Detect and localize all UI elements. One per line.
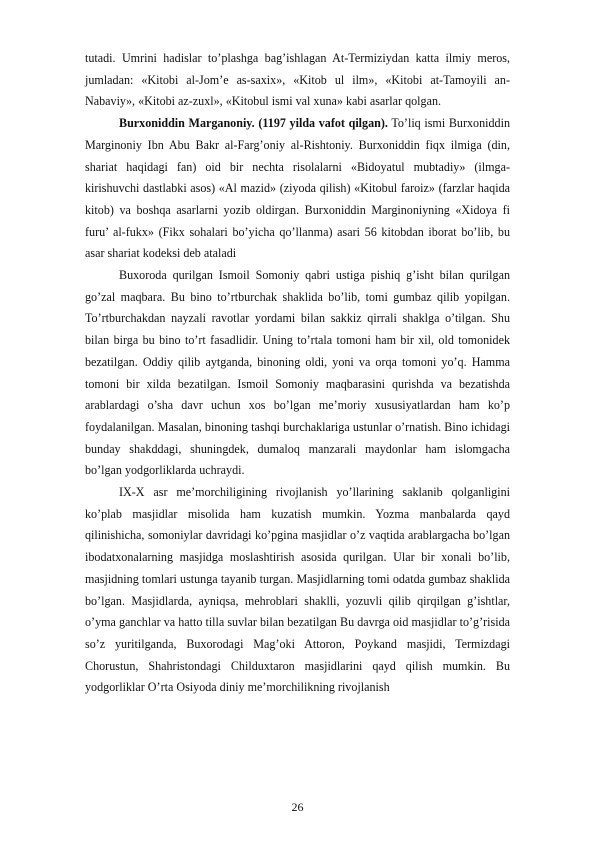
document-body [85,48,510,699]
paragraph-text: IX-X asr me’morchiligining rivojlanish yo’llarining saklanib qolganligini ko’plab masjidlar misolida ham kuzatish mumkin. Yozma manbalarda qayd qilinishicha, somoniylar davridagi ko’pgina masjidlar o’z vaqtida arablargacha bo’lgan ibodatxonalarning masjidga moslashtirish asosida qurilgan. Ular bir xonali bo’lib, masjidning tomlari ustunga tayanib turgan. Masjidlarning tomi odatda gumbaz shaklida bo’lgan. Masjidlarda, ayniqsa, mehroblari shaklli, yozuvli qilib qirqilgan g’ishtlar, o’yma ganchlar va hatto tilla suvlar bilan bezatilgan Bu davrga oid masjidlar to’g’risida so’z yuritilganda, Buxorodagi Mag’oki Attoron, Poykand masjidi, Termizdagi Chorustun, Shahristondagi Childuxtaron masjidlarini qayd qilish mumkin. Bu yodgorliklar O’rta Osiyoda diniy me’morchilikning rivojlanish [85,485,510,695]
paragraph-mosques [85,482,510,699]
paragraph-heading: Burxoniddin Marganoniy. (1197 yilda vafot qilgan). [119,116,388,131]
page-number: 26 [291,800,304,814]
paragraph-text: Buxoroda qurilgan Ismoil Somoniy qabri ustiga pishiq g’isht bilan qurilgan go’zal maqbara. Bu bino to’rtburchak shaklida bo’lib, tomi gumbaz qilib yopilgan. To’rtburchakdan nayzali ravotlar yordami bilan sakkiz qirrali shaklga o’tilgan. Shu bilan birga bu bino to’rt fasadlidir. Uning to’rtala tomoni ham bir xil, old tomonidek bezatilgan. Oddiy qilib aytganda, binoning oldi, yoni va orqa tomoni yo’q. Hamma tomoni bir xilda bezatilgan. Ismoil Somoniy maqbarasini qurishda va bezatishda arablardagi o’sha davr uchun xos bo’lgan me’moriy xususiyatlardan ham ko’p foydalanilgan. Masalan, binoning tashqi burchaklariga ustunlar o’rnatish. Bino ichidagi bunday shakddagi, shuningdek, dumaloq manzarali maydonlar ham islomgacha bo’lgan yodgorliklarda uchraydi. [85,268,510,478]
paragraph-continuation [85,48,510,113]
paragraph-text: tutadi. Umrini hadislar to’plashga bag’ishlagan At-Termiziydan katta ilmiy meros, jumladan: «Kitobi al-Jom’e as-saxix», «Kitob ul ilm», «Kitobi at-Tamoyili an-Nabaviy», «Kitobi az-zuxl», «Kitobul ismi val xuna» kabi asarlar qolgan. [85,51,510,109]
paragraph-marganoniy [85,113,510,265]
paragraph-somoniy-mausoleum [85,265,510,482]
paragraph-text: To’liq ismi Burxoniddin Marginoniy Ibn Abu Bakr al-Farg’oniy al-Rishtoniy. Burxoniddin fiqx ilmiga (din, shariat haqidagi fan) oid bir nechta risolalarni «Bidoyatul mubtadiy» (ilmga-kirishuvchi dastlabki asos) «Al mazid» (ziyoda qilish) «Kitobul faroiz» (farzlar haqida kitob) va boshqa asarlarni yozib oldirgan. Burxoniddin Marginoniyning «Xidoya fi furu’ al-fukx» (Fikx sohalari bo’yicha qo’llanma) asari 56 kitobdan iborat bo’lib, bu asar shariat kodeksi deb ataladi [85,116,510,261]
